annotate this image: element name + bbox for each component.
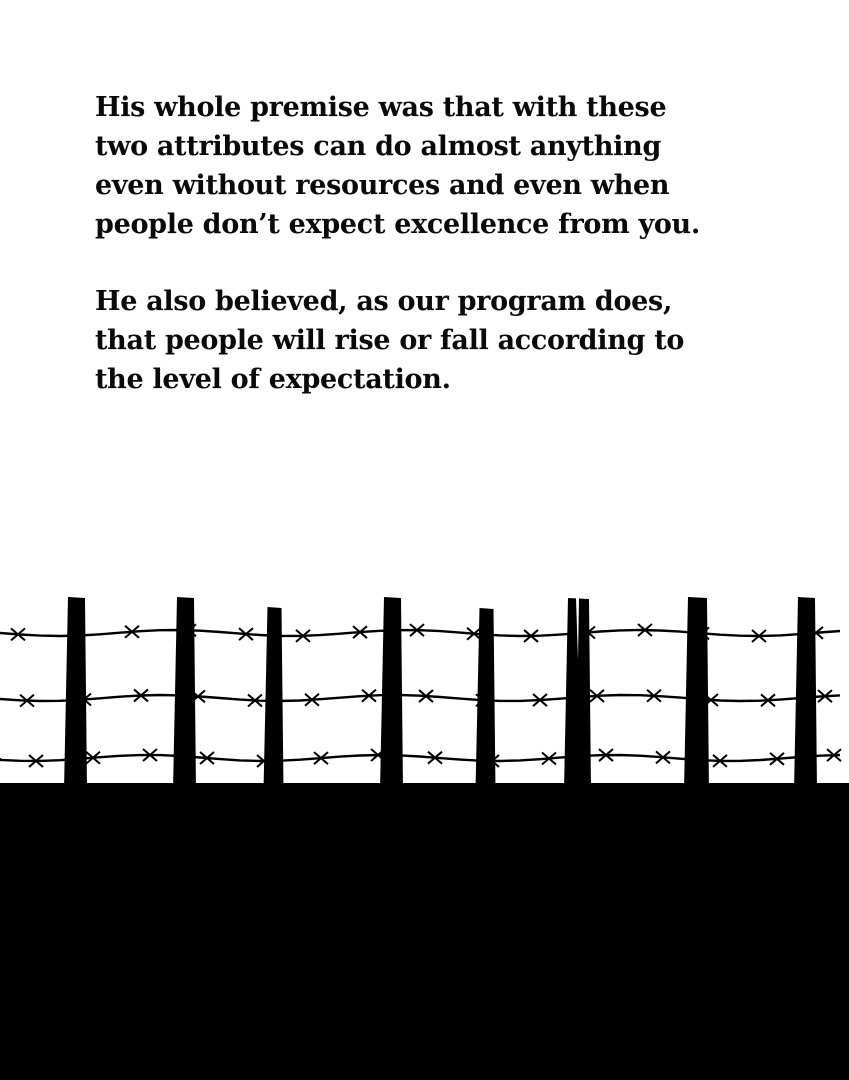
text-block [95,88,775,399]
fence-post [64,597,87,790]
fence-post [794,597,817,790]
fence-post [173,597,196,790]
fence-post [476,608,496,790]
fence-post [684,597,709,790]
barbed-wire-fence-illustration [0,550,849,790]
fence-posts [64,597,817,790]
paragraph-premise: His whole premise was that with these two attributes can do almost anything even without resources and even when people don’t expect excellence from you. [95,92,700,240]
fence-post [380,597,403,790]
ground-silhouette [0,783,849,1080]
paragraph-expectation: He also believed, as our program does, that people will rise or fall according to the level of expectation. [95,286,685,395]
barbed-wires [0,624,841,767]
